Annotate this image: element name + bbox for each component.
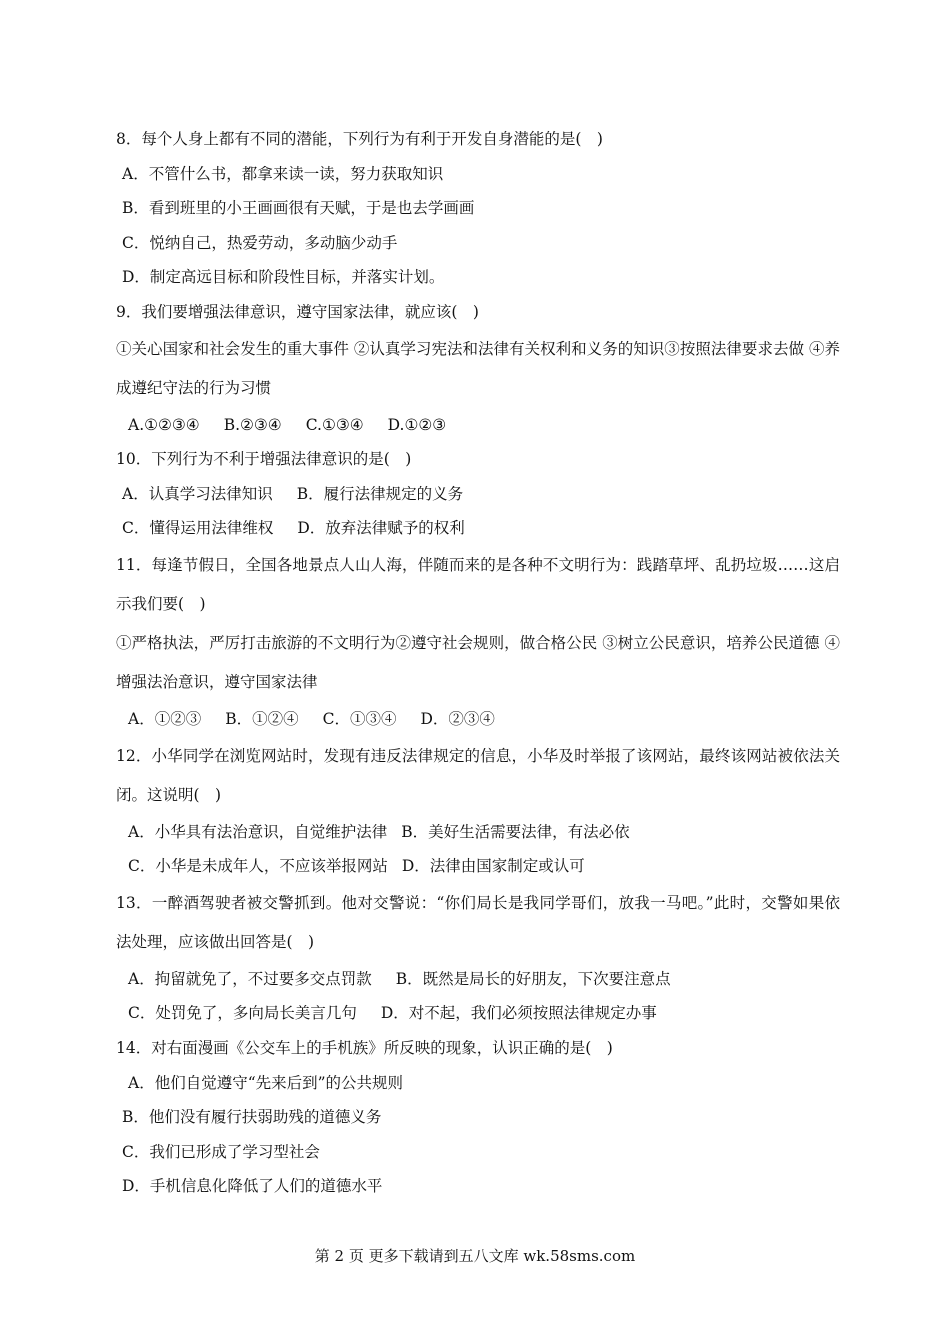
question-14-option-a: A．他们自觉遵守“先来后到”的公共规则 [128,1073,404,1092]
question-14-option-d: D．手机信息化降低了人们的道德水平 [122,1177,383,1196]
question-12-option-c: C．小华是未成年人，不应该举报网站 [128,857,388,876]
question-11-option-c: C．①③④ [322,709,397,728]
question-13-option-d: D．对不起，我们必须按照法律规定办事 [380,1004,657,1023]
question-9-stem: 9．我们要增强法律意识，遵守国家法律，就应该( ) [116,302,479,321]
question-12-option-a: A．小华具有法治意识，自觉维护法律 [128,822,388,841]
question-11-option-b: B．①②④ [225,709,299,728]
question-14-stem: 14．对右面漫画《公交车上的手机族》所反映的现象，认识正确的是( ) [116,1038,613,1057]
question-8-option-a: A．不管什么书，都拿来读一读，努力获取知识 [122,164,444,183]
question-13-option-a: A．拘留就免了，不过要多交点罚款 [128,969,372,988]
question-8-option-d: D．制定高远目标和阶段性目标，并落实计划。 [122,268,445,287]
question-9-options [116,408,840,443]
question-10-option-c: C．懂得运用法律维权 [122,519,274,538]
question-8-option-b: B．看到班里的小王画画很有天赋，于是也去学画画 [122,199,475,218]
question-12-options-row-1 [116,815,840,850]
page-footer: 第 2 页 更多下载请到五八文库 wk.58sms.com [314,1247,636,1265]
question-14-option-c: C．我们已形成了学习型社会 [122,1142,320,1161]
question-10-option-b: B．履行法律规定的义务 [296,484,464,503]
question-9-statements: ①关心国家和社会发生的重大事件 ②认真学习宪法和法律有关权利和义务的知识③按照法律要求去做 ④养成遵纪守法的行为习惯 [116,339,840,397]
question-8-option-c: C．悦纳自己，热爱劳动，多动脑少动手 [122,233,398,252]
question-11-option-d: D．②③④ [420,709,495,728]
question-10-stem: 10．下列行为不利于增强法律意识的是( ) [116,450,412,469]
question-9-option-d: D.①②③ [387,415,447,434]
question-12-stem: 12．小华同学在浏览网站时，发现有违反法律规定的信息，小华及时举报了该网站，最终该网站被依法关闭。这说明( ) [116,746,840,804]
question-13-stem: 13．一醉酒驾驶者被交警抓到。他对交警说：“你们局长是我同学哥们，放我一马吧。”此时，交警如果依法处理，应该做出回答是( ) [116,893,840,951]
question-12-option-b: B．美好生活需要法律，有法必依 [401,822,630,841]
question-9-option-c: C.①③④ [305,415,364,434]
question-13-options-row-2 [116,996,840,1031]
question-13-option-b: B．既然是局长的好朋友，下次要注意点 [395,969,671,988]
question-8-stem: 8．每个人身上都有不同的潜能，下列行为有利于开发自身潜能的是( ) [116,130,603,148]
question-list [116,122,840,1204]
question-12-option-d: D．法律由国家制定或认可 [401,857,585,876]
question-10-option-d: D．放弃法律赋予的权利 [297,519,465,538]
question-10-options-row-1 [116,477,840,512]
question-14-option-b: B．他们没有履行扶弱助残的道德义务 [122,1108,382,1127]
question-11-stem: 11．每逢节假日，全国各地景点人山人海，伴随而来的是各种不文明行为：践踏草坪、乱扔垃圾……这启示我们要( ) [116,555,840,613]
question-13-options-row-1 [116,962,840,997]
question-9-option-a: A.①②③④ [128,415,200,434]
question-11-options [116,702,840,737]
question-12-options-row-2 [116,849,840,884]
question-9-option-b: B.②③④ [223,415,282,434]
question-10-options-row-2 [116,511,840,546]
question-10-option-a: A．认真学习法律知识 [122,484,273,503]
question-13-option-c: C．处罚免了，多向局长美言几句 [128,1004,357,1023]
question-11-option-a: A．①②③ [128,709,202,728]
question-11-statements: ①严格执法，严厉打击旅游的不文明行为②遵守社会规则，做合格公民 ③树立公民意识，培养公民道德 ④增强法治意识，遵守国家法律 [116,633,840,691]
